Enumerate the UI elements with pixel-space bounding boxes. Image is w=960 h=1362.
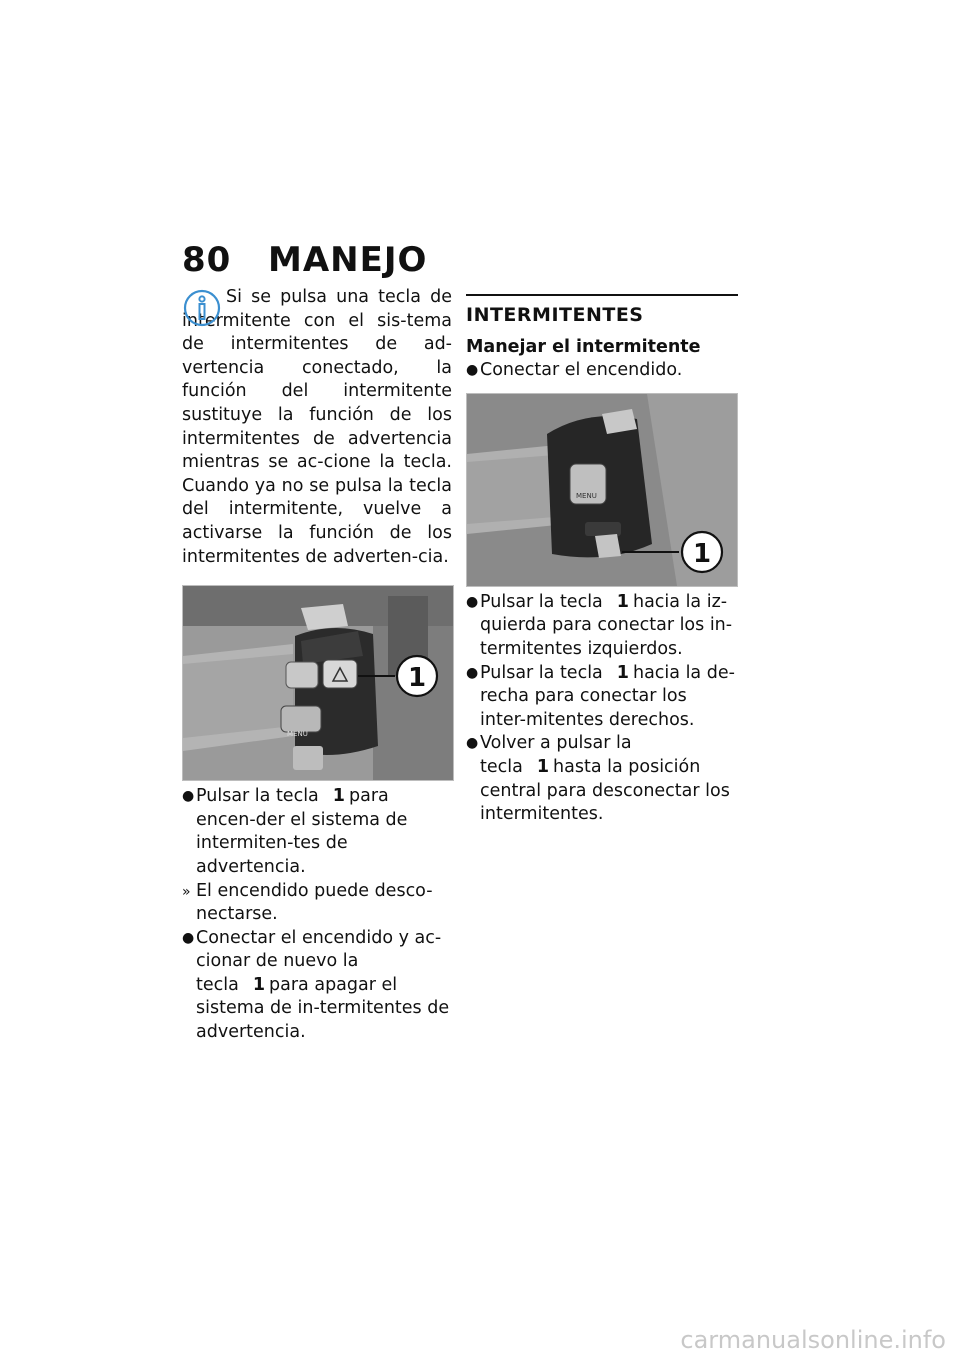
page-title: MANEJO xyxy=(268,240,428,280)
right-pre-steps xyxy=(466,359,738,383)
left-steps xyxy=(182,785,452,1045)
info-note-text: Si se pulsa una tecla de intermitente con el sis-tema de intermitentes de ad-vertencia conectado, la función del intermitente sustituye la función de los intermitentes de advertencia mientras se ac-cione la tecla. Cuando ya no se pulsa la tecla del intermitente, vuelve a activarse la función de los intermitentes de adverten-cia. xyxy=(182,287,452,567)
right-steps xyxy=(466,591,738,827)
list-item: ● Pulsar la tecla 1 para encen-der el sistema de intermiten-tes de advertencia. xyxy=(182,786,408,877)
bullet-icon: ● xyxy=(466,735,479,752)
right-column xyxy=(466,286,738,827)
page-number: 80 xyxy=(182,240,232,280)
list-item: ● Pulsar la tecla 1 hacia la de-recha para conectar los inter-mitentes derechos. xyxy=(466,662,735,730)
list-item: ● Pulsar la tecla 1 hacia la iz-quierda para conectar los in-termitentes izquierdos. xyxy=(466,591,733,659)
list-item: ● Volver a pulsar la tecla 1 hasta la posición central para desconectar los intermitentes. xyxy=(466,733,730,825)
list-item: » El encendido puede desco-nectarse. xyxy=(182,880,433,925)
page-header xyxy=(182,240,427,280)
watermark: carmanualsonline.info xyxy=(680,1326,946,1354)
result-arrow-icon: » xyxy=(182,883,191,900)
bullet-icon: ● xyxy=(466,593,479,610)
figure-callout-2: 1 xyxy=(692,538,712,569)
info-icon xyxy=(182,288,222,328)
section-divider xyxy=(466,294,738,296)
menu-label-1: MENU xyxy=(287,730,308,739)
info-note xyxy=(182,286,452,569)
menu-label-2: MENU xyxy=(576,491,597,500)
list-item: ● Conectar el encendido y ac-cionar de nuevo la tecla 1 para apagar el sistema de in-termitentes de advertencia. xyxy=(182,927,450,1043)
list-item: ● Conectar el encendido. xyxy=(466,359,738,383)
subsection-title: Manejar el intermitente xyxy=(466,336,701,357)
bullet-icon: ● xyxy=(466,664,479,681)
figure-callout-1: 1 xyxy=(407,663,427,694)
hazard-switch-photo xyxy=(182,585,454,781)
bullet-icon: ● xyxy=(182,788,195,805)
left-column xyxy=(182,286,452,1045)
bullet-icon: ● xyxy=(466,362,479,379)
turn-signal-switch-photo xyxy=(466,393,738,587)
section-title: INTERMITENTES xyxy=(466,304,644,326)
bullet-icon: ● xyxy=(182,929,195,946)
